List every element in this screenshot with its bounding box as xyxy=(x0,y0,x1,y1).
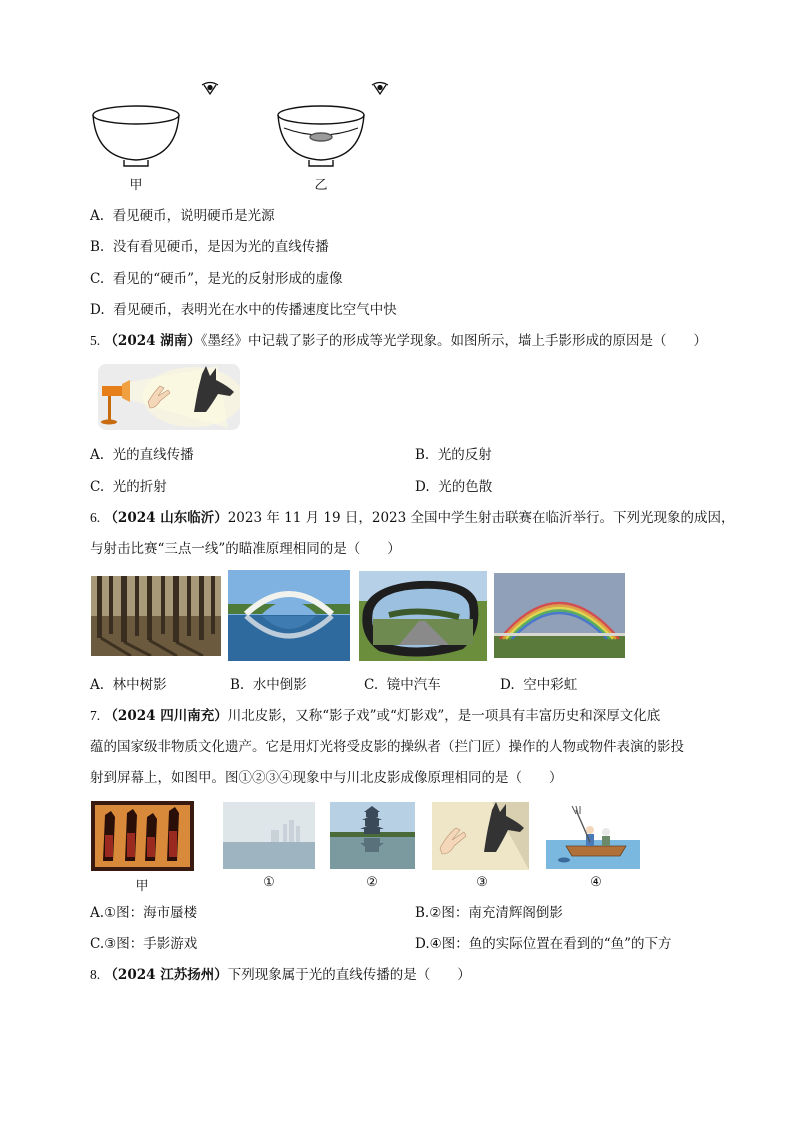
pavilion-reflection-image xyxy=(330,802,415,869)
eye-icon xyxy=(372,83,388,95)
q7-stem-line3: 射到屏幕上，如图甲。图①②③④现象中与川北皮影成像原理相同的是（ ） xyxy=(90,770,563,786)
car-mirror-image xyxy=(359,571,487,661)
q7-caption-4: ④ xyxy=(590,875,602,890)
bowl-left xyxy=(93,106,179,166)
q5-option-d: D. 光的色散 xyxy=(415,479,493,495)
bowls-drawing xyxy=(88,80,388,170)
forest-shadow-image xyxy=(91,576,221,656)
q6-option-a: A. 林中树影 xyxy=(90,677,167,693)
bowl-right xyxy=(278,106,364,166)
fishing-boat-image xyxy=(546,802,640,869)
q7-option-b: B.②图：南充清辉阁倒影 xyxy=(415,905,563,921)
q7-option-a: A.①图：海市蜃楼 xyxy=(90,905,198,921)
hand-shadow-game-image xyxy=(432,802,529,870)
bridge-reflection-image xyxy=(228,570,350,661)
q7-stem-line2: 蕴的国家级非物质文化遗产。它是用灯光将受皮影的操纵者（拦门匠）操作的人物或物件表演的影投 xyxy=(90,739,684,755)
q7-caption-1: ① xyxy=(263,875,275,890)
q7-option-d: D.④图：鱼的实际位置在看到的“鱼”的下方 xyxy=(415,936,672,952)
q5-option-c: C. 光的折射 xyxy=(90,479,167,495)
bowl-right-label: 乙 xyxy=(314,178,328,193)
q6-option-d: D. 空中彩虹 xyxy=(500,677,578,693)
q6-stem-line1: 6. （2024 山东临沂）2023 年 11 月 19 日，2023 全国中学生射击联赛在临沂举行。下列光现象的成因， xyxy=(90,510,735,526)
q7-caption-2: ② xyxy=(366,875,378,890)
q6-option-c: C. 镜中汽车 xyxy=(364,677,441,693)
q6-option-b: B. 水中倒影 xyxy=(230,677,307,693)
bowl-left-label: 甲 xyxy=(129,178,143,193)
bowls-figure xyxy=(88,80,388,195)
q5-option-a: A. 光的直线传播 xyxy=(90,447,194,463)
q4-option-b: B. 没有看见硬币，是因为光的直线传播 xyxy=(90,239,329,255)
shadow-puppet-image xyxy=(91,801,194,871)
q5-stem: 5. （2024 湖南）《墨经》中记载了影子的形成等光学现象。如图所示，墙上手影形成的原因是（ ） xyxy=(90,333,707,349)
hand-shadow-image xyxy=(98,364,240,430)
q4-option-a: A. 看见硬币，说明硬币是光源 xyxy=(90,208,275,224)
q8-stem: 8. （2024 江苏扬州）下列现象属于光的直线传播的是（ ） xyxy=(90,967,471,983)
q7-stem-line1: 7. （2024 四川南充）川北皮影，又称“影子戏”或“灯影戏”，是一项具有丰富历史和深厚文化底 xyxy=(90,708,661,724)
q4-option-c: C. 看见的“硬币”，是光的反射形成的虚像 xyxy=(90,271,343,287)
q7-caption-3: ③ xyxy=(476,875,488,890)
q5-option-b: B. 光的反射 xyxy=(415,447,492,463)
q4-option-d: D. 看见硬币，表明光在水中的传播速度比空气中快 xyxy=(90,302,397,318)
q7-option-c: C.③图：手影游戏 xyxy=(90,936,198,952)
eye-icon xyxy=(202,83,218,95)
q6-stem-line2: 与射击比赛“三点一线”的瞄准原理相同的是（ ） xyxy=(90,541,401,557)
mirage-image xyxy=(223,802,315,869)
q7-caption-jia: 甲 xyxy=(135,879,149,894)
rainbow-image xyxy=(494,573,625,658)
